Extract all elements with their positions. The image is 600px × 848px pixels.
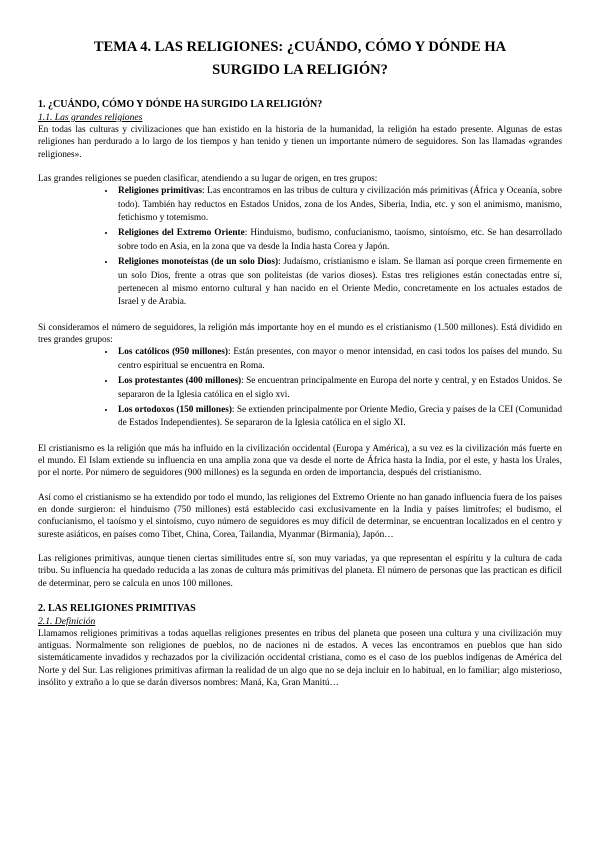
- paragraph-primitive-definition: Llamamos religiones primitivas a todas aquellas religiones presentes en tribus del planeta que poseen una cultura y una civilización muy antiguas. Normalmente son religiones de pueblos, no de naciones ni de estados. A veces las encontramos en pueblos que han sido sistemáticamente invadidos y rechazados por la civilización occidental cristiana, como es el caso de los pueblos indígenas de América del Norte y del Sur. Las religiones primitivas afirman la realidad de un algo que no se deja incluir en lo habitual, en lo familiar; algo misterioso, insólito y extraño a lo que se darán diversos nombres: Maná, Ka, Gran Manitú…: [38, 628, 562, 689]
- list-item-text: : Las encontramos en las tribus de cultura y civilización más primitivas (África y Oceanía, sobre todo). También hay reductos en Estados Unidos, zona de los Andes, Siberia, India, etc. y son el animismo, manismo, fetichismo y totemismo.: [118, 186, 562, 223]
- list-item-lead: Religiones monoteístas (de un solo Dios): [118, 257, 279, 268]
- list-item-protestants: [116, 375, 562, 402]
- list-item-text: : Están presentes, con mayor o menor intensidad, en casi todos los países del mundo. Su centro espiritual se encuentra en Roma.: [118, 347, 562, 371]
- list-item-text: : Judaísmo, cristianismo e islam. Se llaman así porque creen firmemente en un solo Dios, frente a otras que son politeístas (de varios dioses). Estas tres religiones están conectadas entre sí, pertenecen al mismo entorno cultural y han nacido en el Oriente Medio, concretamente en los actuales estados de Israel y de Arabia.: [118, 257, 563, 308]
- paragraph-followers-intro: Si consideramos el número de seguidores, la religión más importante hoy en el mundo es el cristianismo (1.500 millones). Está dividido en tres grandes grupos:: [38, 322, 562, 346]
- paragraph-primitive-variety: Las religiones primitivas, aunque tienen ciertas similitudes entre sí, son muy variadas, ya que representan el espíritu y la cultura de cada tribu. Su influencia ha quedado reducida a las zonas de cultura más primitivas del planeta. El número de personas que las practican es difícil de determinar, pero se calcula en unos 100 millones.: [38, 553, 562, 589]
- list-item-text: : Hinduismo, budismo, confucianismo, taoísmo, sintoísmo, etc. Se han desarrollado sobre todo en Asia, en la zona que va desde la India hasta Corea y Japón.: [118, 228, 562, 252]
- list-item-lead: Los protestantes (400 millones): [118, 376, 242, 387]
- section-1-heading: 1. ¿CUÁNDO, CÓMO Y DÓNDE HA SURGIDO LA RELIGIÓN?: [38, 99, 323, 110]
- list-item-lead: Los católicos (950 millones): [118, 347, 229, 358]
- document-title-line-1: TEMA 4. LAS RELIGIONES: ¿CUÁNDO, CÓMO Y DÓNDE HA: [93, 39, 507, 55]
- list-item-lead: Los ortodoxos (150 millones): [118, 405, 232, 416]
- list-item-primitive-religions: [116, 185, 562, 225]
- paragraph-classification-intro: Las grandes religiones se pueden clasificar, atendiendo a su lugar de origen, en tres grupos:: [38, 173, 378, 184]
- subsection-1-1-heading: 1.1. Las grandes religiones: [38, 112, 143, 123]
- list-item-text: : Se encuentran principalmente en Europa del norte y central, y en Estados Unidos. Se separaron de la Iglesia católica en el siglo xvi.: [118, 376, 562, 400]
- subsection-2-1-heading: 2.1. Definición: [38, 615, 96, 627]
- list-item-orthodox: [116, 404, 562, 431]
- list-item-lead: Religiones primitivas: [118, 186, 203, 197]
- section-2-heading: 2. LAS RELIGIONES PRIMITIVAS: [38, 602, 196, 614]
- bullet-list-religion-groups: [38, 185, 562, 310]
- paragraph-christianity-influence: El cristianismo es la religión que más ha influido en la civilización occidental (Europa y América), a su vez es la civilización más fuerte en el mundo. El Islam extiende su influencia en una amplia zona que va desde el norte de África hasta la India, por el este, y hasta los Urales, por el norte. Por número de seguidores (900 millones) es la segunda en orden de importancia, después del cristianismo.: [38, 443, 562, 479]
- list-item-monotheistic-religions: [116, 256, 562, 310]
- bullet-list-christian-branches: [38, 346, 562, 430]
- list-item-catholics: [116, 346, 562, 373]
- list-item-far-east-religions: [116, 227, 562, 254]
- list-item-lead: Religiones del Extremo Oriente: [118, 228, 245, 239]
- document-title-line-2: SURGIDO LA RELIGIÓN?: [212, 62, 388, 78]
- document-title: [38, 36, 562, 82]
- list-item-text: : Se extienden principalmente por Oriente Medio, Grecia y países de la CEI (Comunidad de Estados Independientes). Se separaron de la Iglesia católica en el siglo XI.: [118, 405, 562, 429]
- paragraph-great-religions-intro: En todas las culturas y civilizaciones que han existido en la historia de la humanidad, la religión ha estado presente. Algunas de estas religiones han perdurado a lo largo de los tiempos y han tenido y tienen un importante número de seguidores. Son las llamadas «grandes religiones».: [38, 125, 562, 160]
- paragraph-far-east-extension: Así como el cristianismo se ha extendido por todo el mundo, las religiones del Extremo Oriente no han ganado influencia fuera de los países en donde surgieron: el hinduismo (750 millones) está establecido casi exclusivamente en la India y países limítrofes; el budismo, el confucianismo, el taoísmo y el sintoísmo, cuyo número de seguidores es muy difícil de determinar, se encuentran localizados en el centro y sureste asiáticos, en países como Tíbet, China, Corea, Tailandia, Myanmar (Birmania), Japón…: [38, 492, 562, 540]
